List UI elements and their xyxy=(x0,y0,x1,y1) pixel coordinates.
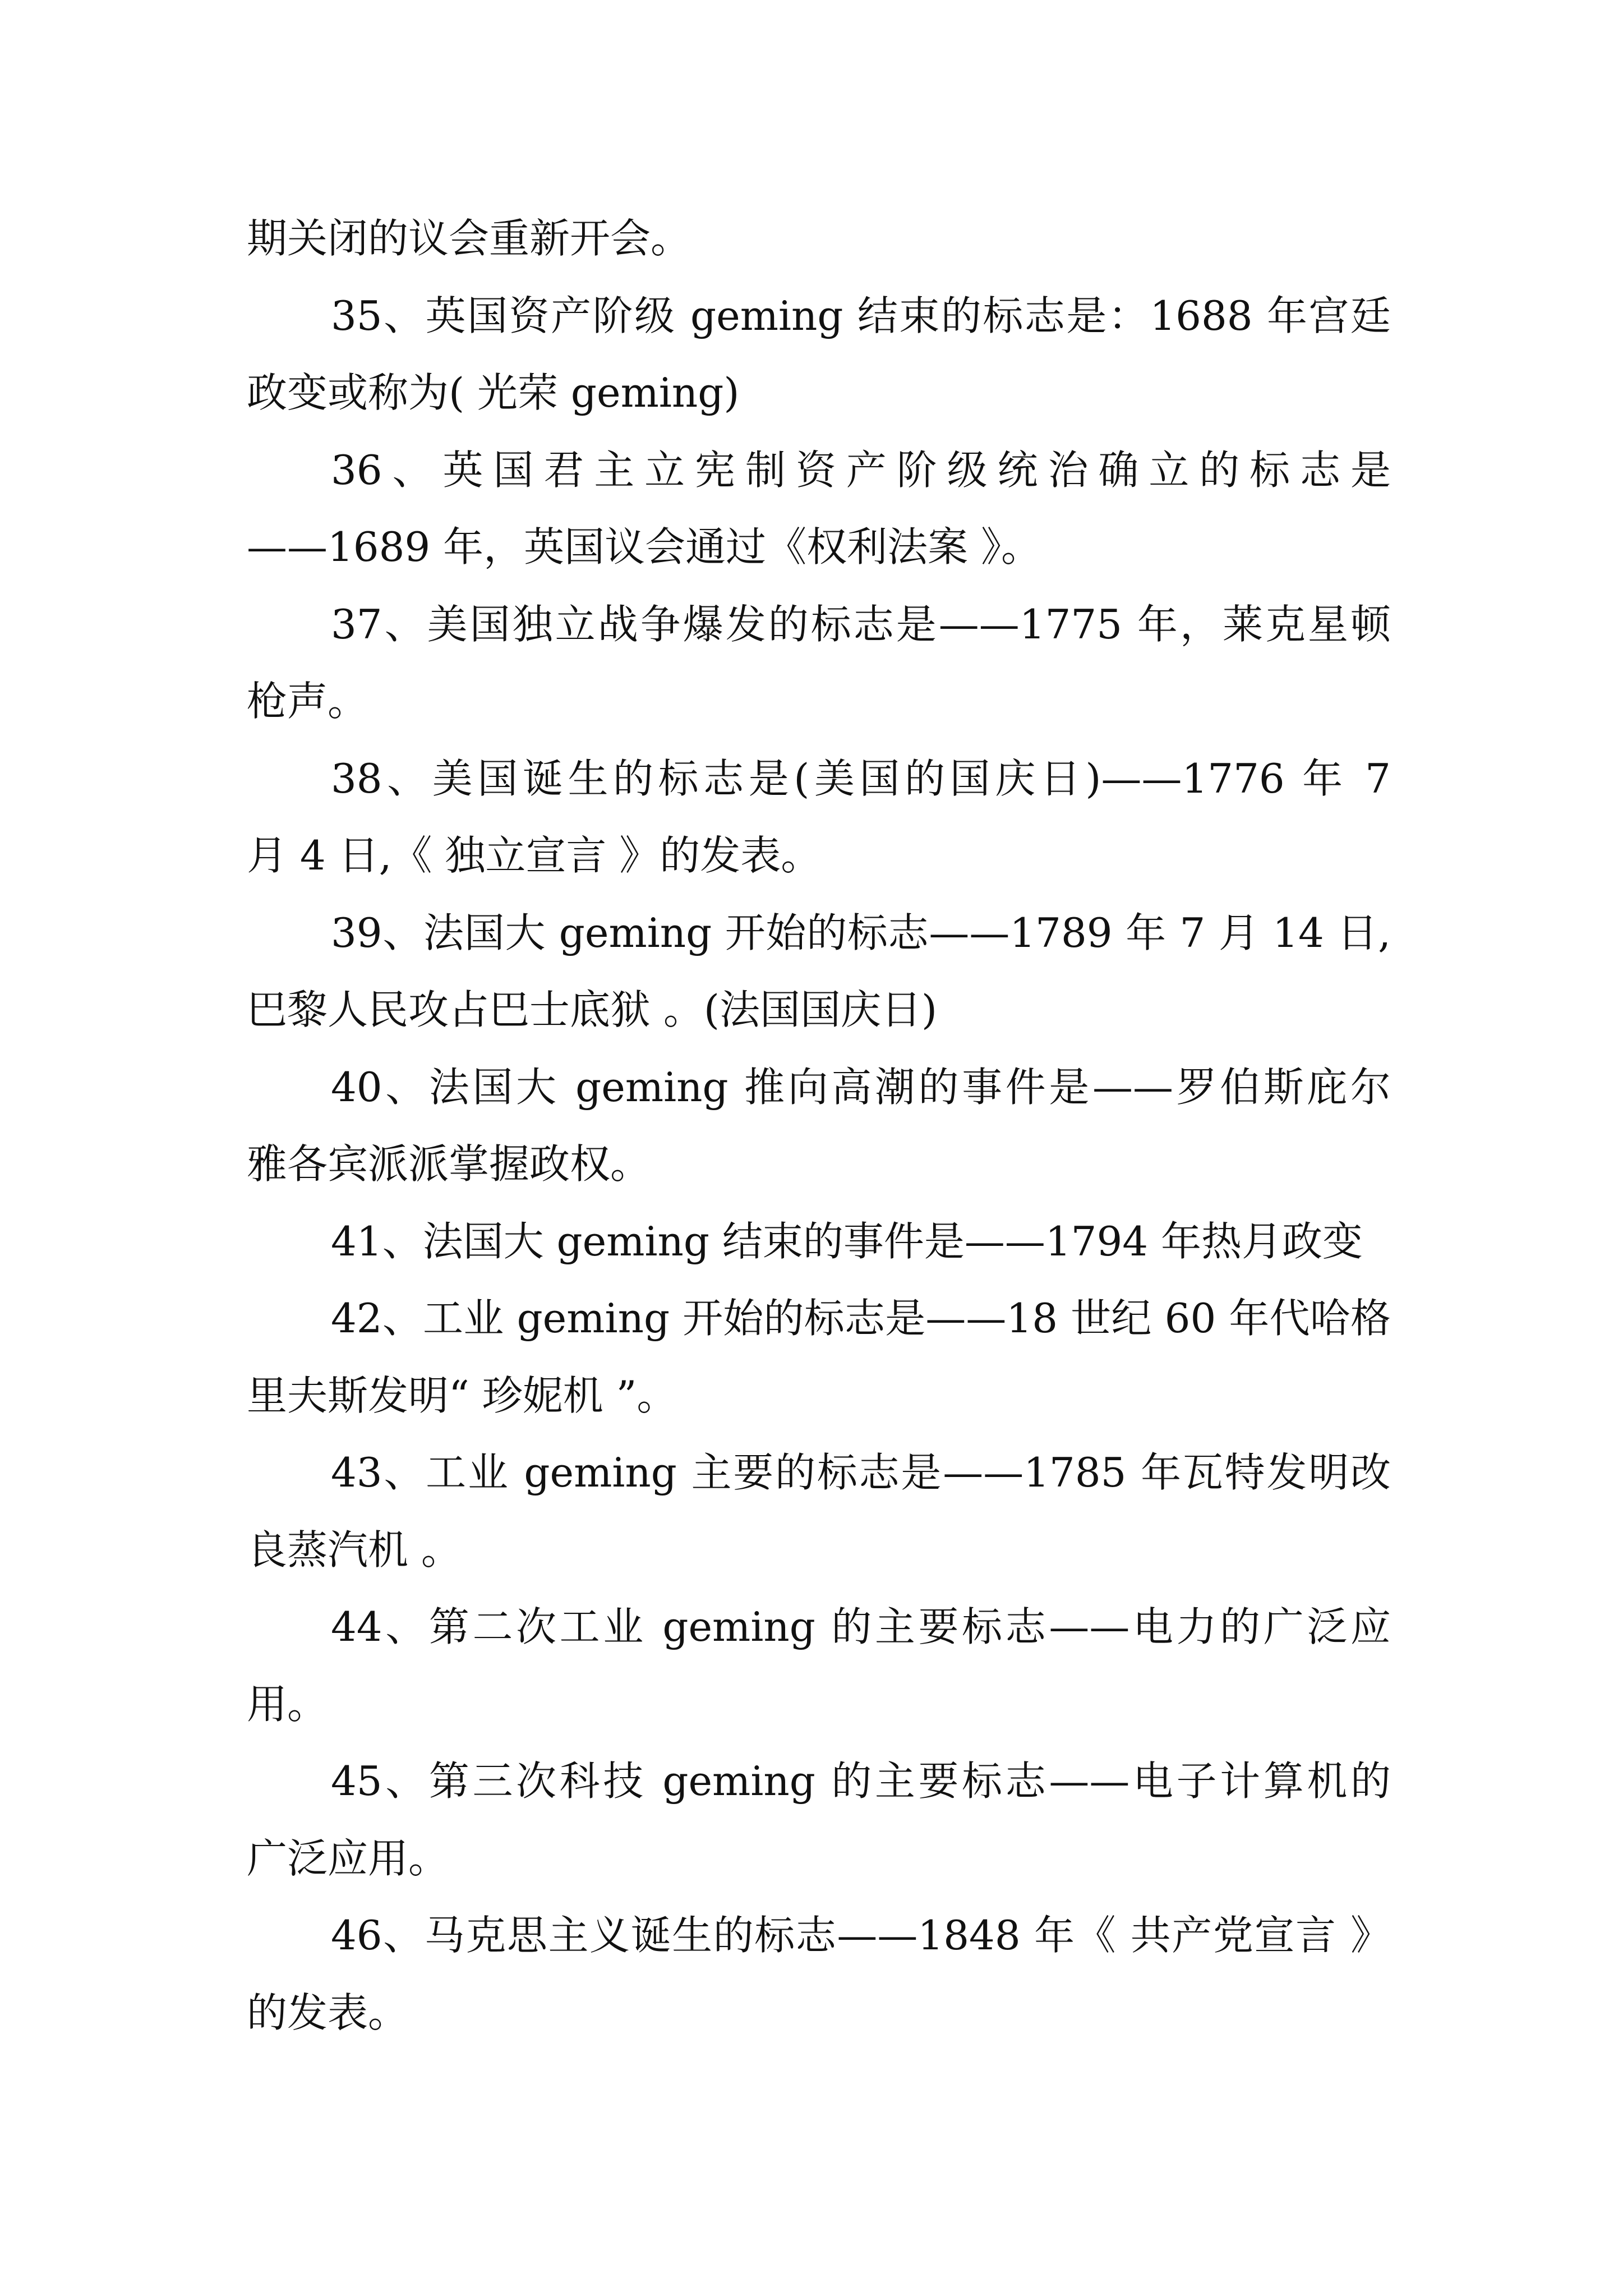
text-line: 39、法国大 geming 开始的标志——1789 年 7 月 14 日, xyxy=(331,909,1391,956)
text-line: 42、工业 geming 开始的标志是——18 世纪 60 年代哈格 xyxy=(331,1295,1391,1342)
text-line: 枪声。 xyxy=(247,678,368,725)
text-line: 里夫斯发明“ 珍妮机 ”。 xyxy=(247,1372,677,1419)
text-line: 雅各宾派派掌握政权。 xyxy=(247,1140,651,1188)
text-line: 用。 xyxy=(247,1681,328,1728)
text-line: 40、法国大 geming 推向高潮的事件是——罗伯斯庇尔 xyxy=(331,1064,1391,1111)
text-line: 月 4 日,《 独立宣言 》的发表。 xyxy=(247,832,822,879)
text-line: 41、法国大 geming 结束的事件是——1794 年热月政变 xyxy=(331,1218,1363,1265)
text-line: 广泛应用。 xyxy=(247,1835,449,1882)
text-line: 政变或称为( 光荣 geming) xyxy=(247,369,740,416)
text-line: 44、第二次工业 geming 的主要标志——电力的广泛应 xyxy=(331,1603,1391,1650)
text-line: 46、马克思主义诞生的标志——1848 年《 共产党宣言 》 xyxy=(331,1912,1391,1959)
text-line: 43、工业 geming 主要的标志是——1785 年瓦特发明改 xyxy=(331,1449,1391,1496)
text-line: 37、美国独立战争爆发的标志是——1775 年，莱克星顿 xyxy=(331,601,1391,648)
text-line: 36、英国君主立宪制资产阶级统治确立的标志是 xyxy=(331,447,1391,494)
text-line: 良蒸汽机 。 xyxy=(247,1526,462,1573)
text-line: 期关闭的议会重新开会。 xyxy=(247,215,691,262)
text-line: ——1689 年，英国议会通过《权利法案 》。 xyxy=(247,523,1042,570)
text-line: 38、美国诞生的标志是(美国的国庆日)——1776 年 7 xyxy=(331,755,1391,802)
text-line: 35、英国资产阶级 geming 结束的标志是：1688 年宫廷 xyxy=(331,292,1391,339)
text-line: 45、第三次科技 geming 的主要标志——电子计算机的 xyxy=(331,1757,1391,1805)
text-line: 巴黎人民攻占巴士底狱 。(法国国庆日) xyxy=(247,986,938,1033)
text-line: 的发表。 xyxy=(247,1989,409,2036)
